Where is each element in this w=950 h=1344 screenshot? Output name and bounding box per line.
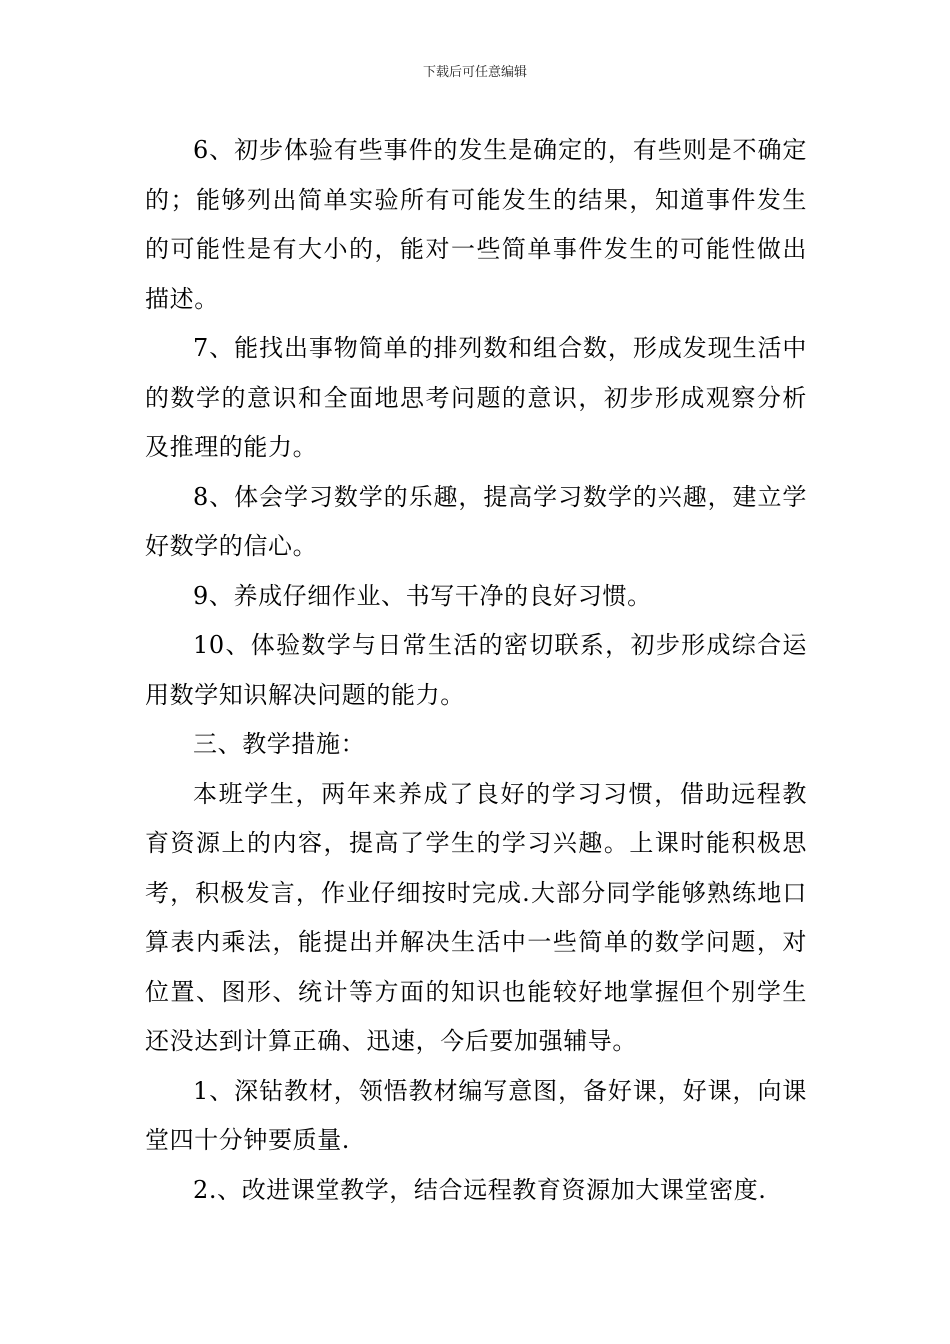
paragraph-objective-10: 10、体验数学与日常生活的密切联系，初步形成综合运用数学知识解决问题的能力。 — [145, 631, 807, 709]
paragraph-measure-2: 2.、改进课堂教学，结合远程教育资源加大课堂密度. — [193, 1175, 767, 1204]
paragraph-class-situation: 本班学生，两年来养成了良好的学习习惯，借助远程教育资源上的内容，提高了学生的学习兴趣。上课时能积极思考，积极发言，作业仔细按时完成.大部分同学能够熟练地口算表内乘法，能提出并解决生活中一些简单的数学问题，对位置、图形、统计等方面的知识也能较好地掌握但个别学生还没达到计算正确、迅速，今后要加强辅导。 — [145, 779, 807, 1055]
page-header: 下载后可任意编辑 — [422, 65, 527, 80]
section-heading-teaching-measures: 三、教学措施： — [193, 730, 366, 758]
paragraph-objective-6: 6、初步体验有些事件的发生是确定的，有些则是不确定的；能够列出简单实验所有可能发生的结果，知道事件发生的可能性是有大小的，能对一些简单事件发生的可能性做出描述。 — [145, 136, 807, 313]
paragraph-objective-7: 7、能找出事物简单的排列数和组合数，形成发现生活中的数学的意识和全面地思考问题的意识，初步形成观察分析及推理的能力。 — [145, 334, 807, 461]
document-body — [145, 126, 807, 1215]
paragraph-measure-1: 1、深钻教材，领悟教材编写意图，备好课，好课，向课堂四十分钟要质量. — [145, 1076, 807, 1154]
paragraph-objective-9: 9、养成仔细作业、书写干净的良好习惯。 — [193, 581, 652, 610]
paragraph-objective-8: 8、体会学习数学的乐趣，提高学习数学的兴趣，建立学好数学的信心。 — [145, 482, 807, 560]
